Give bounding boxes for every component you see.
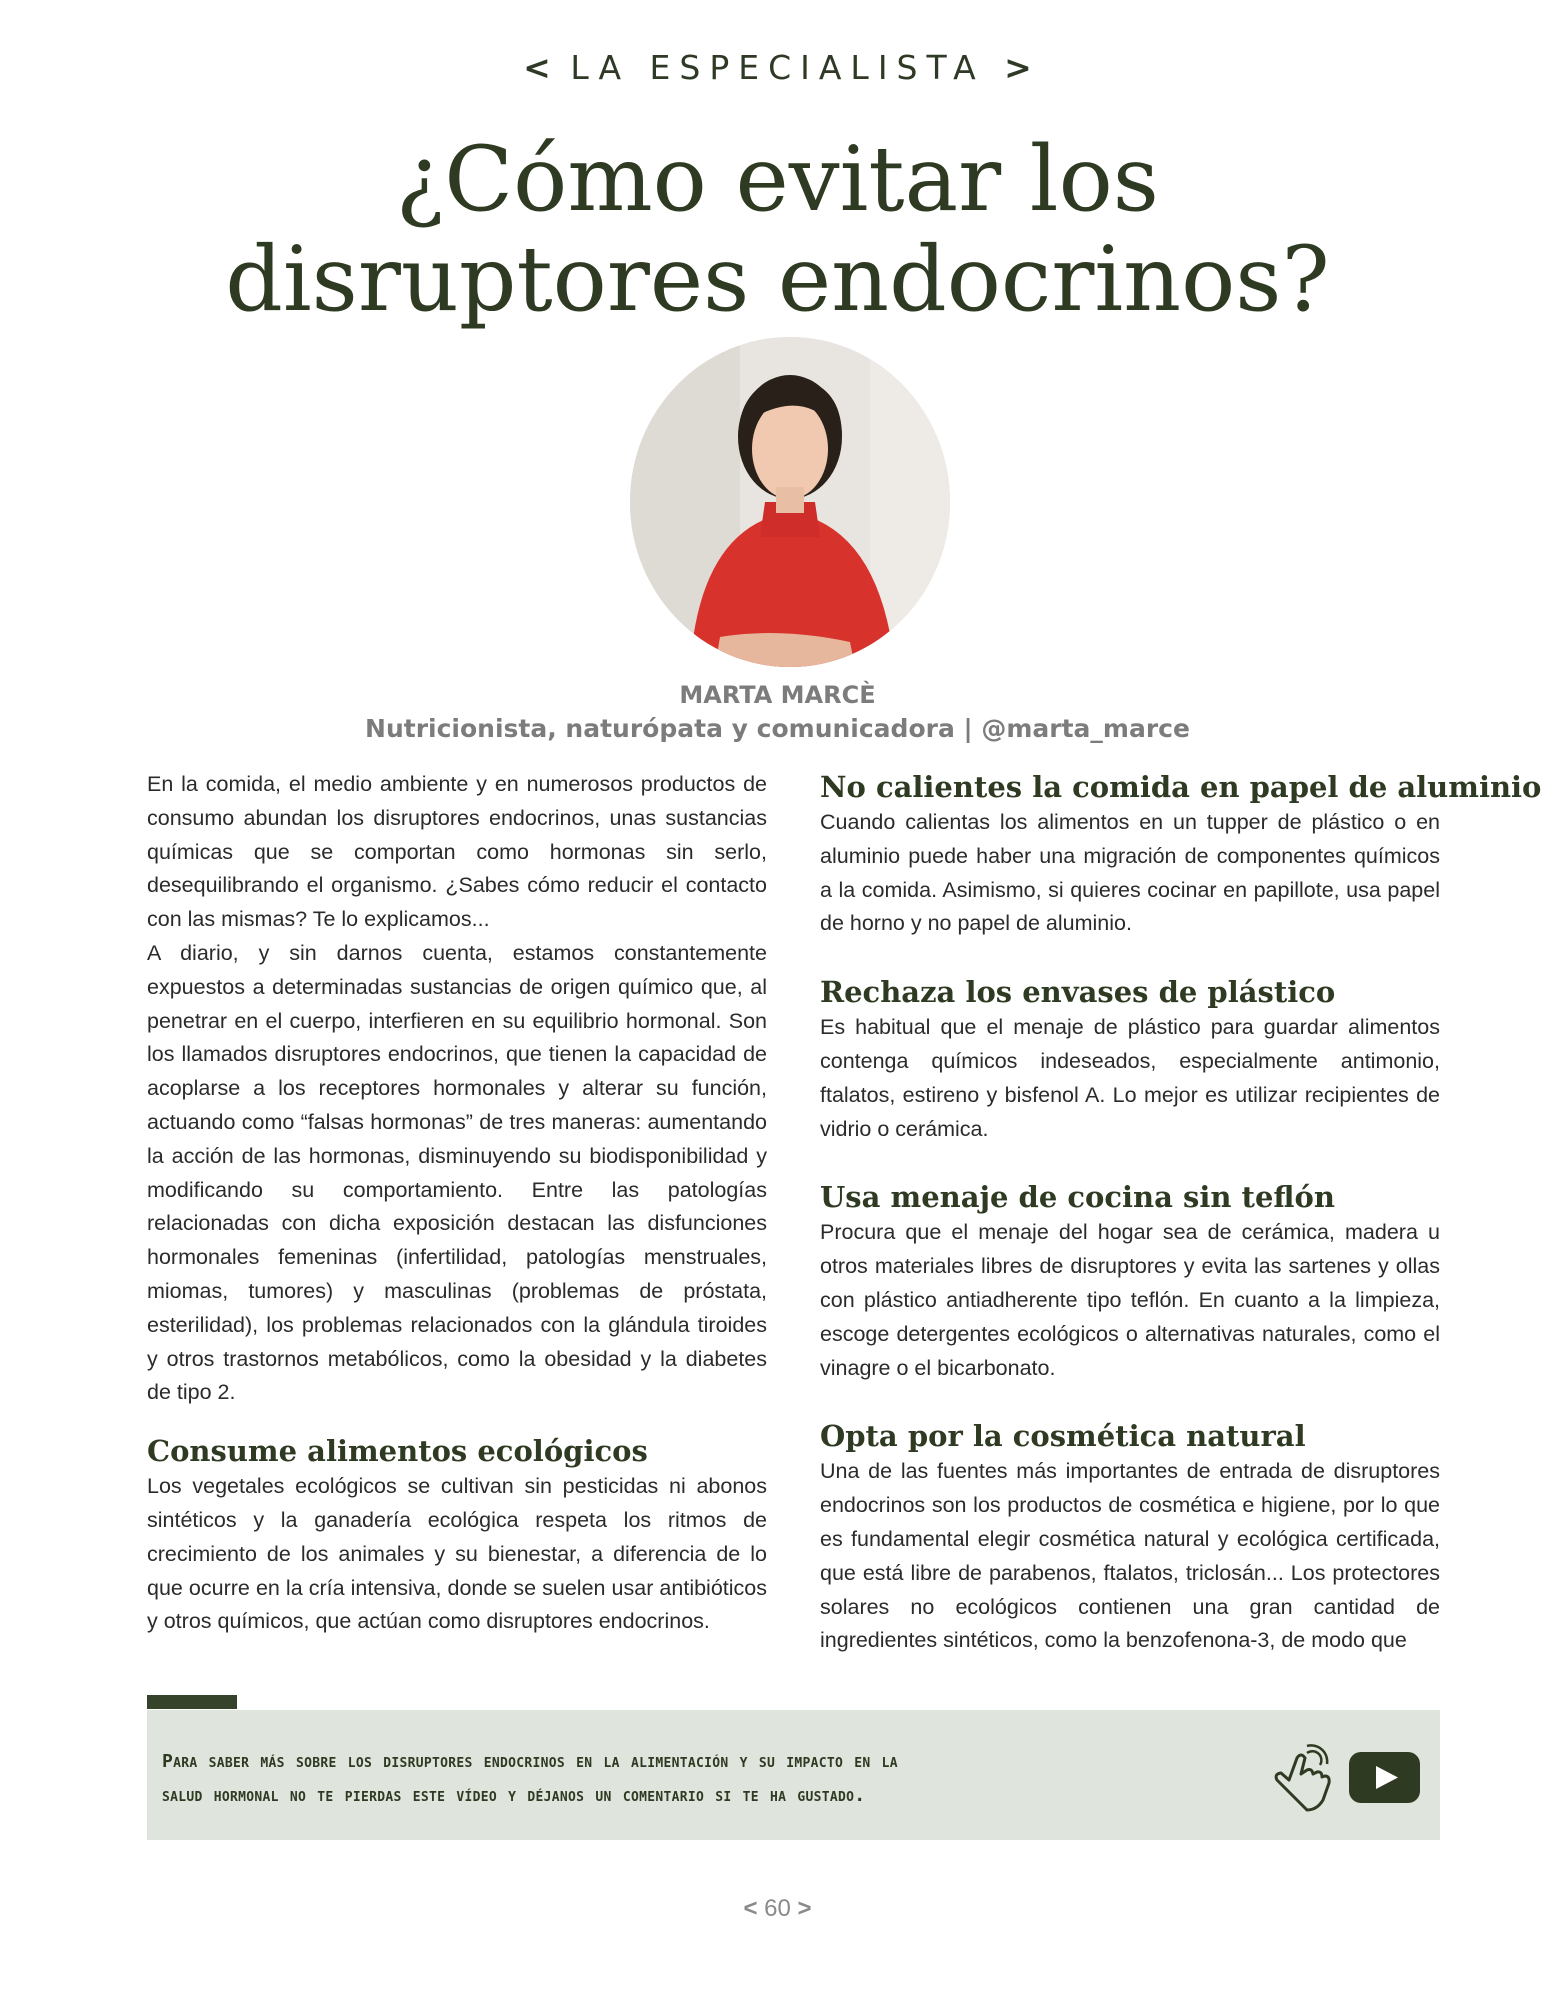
author-portrait <box>630 337 950 667</box>
callout-text <box>162 1745 1122 1813</box>
section-label-text: LA ESPECIALISTA <box>570 48 985 87</box>
author-name: MARTA MARCÈ <box>679 681 876 709</box>
section-heading: Consume alimentos ecológicos <box>147 1434 648 1469</box>
section-body: Procura que el menaje del hogar sea de cerámica, madera u otros materiales libres de disruptores y evita las sartenes y ollas con plástico antiadherente tipo teflón. En cuanto a la limpieza, escoge detergentes ecológicos o alternativas naturales, como el vinagre o el bicarbonato. <box>820 1220 1440 1380</box>
left-column <box>147 768 767 1639</box>
chevron-right-icon: > <box>797 1895 812 1922</box>
author-photo <box>630 337 950 667</box>
callout-line: salud hormonal no te pierdas este vídeo y déjanos un comentario si te ha gustado. <box>162 1785 866 1806</box>
section-body: Cuando calientas los alimentos en un tupper de plástico o en aluminio puede haber una migración de componentes químicos a la comida. Asimismo, si quieres cocinar en papillote, usa papel de horno y no papel de aluminio. <box>820 810 1440 936</box>
article-title: ¿Cómo evitar los disruptores endocrinos? <box>225 127 1330 332</box>
chevron-left-icon: < <box>743 1895 758 1922</box>
chevron-left-icon: < <box>523 48 551 87</box>
video-callout[interactable] <box>147 1710 1440 1840</box>
section-heading: Rechaza los envases de plástico <box>820 975 1336 1010</box>
right-column <box>820 768 1542 1658</box>
youtube-play-icon[interactable] <box>1347 1750 1422 1805</box>
author-role: Nutricionista, naturópata y comunicadora | @marta_marce <box>365 714 1190 743</box>
intro-paragraph: En la comida, el medio ambiente y en numerosos productos de consumo abundan los disruptores endocrinos, unas sustancias químicas que se comportan como hormonas sin serlo, desequilibrando el organismo. ¿Sabes cómo reducir el contacto con las mismas? Te lo explicamos... <box>147 772 767 932</box>
page-number <box>0 1895 1555 1923</box>
section-body: Una de las fuentes más importantes de entrada de disruptores endocrinos son los productos de cosmética e higiene, por lo que es fundamental elegir cosmética natural y ecológica certificada, que está libre de parabenos, ftalatos, triclosán... Los protectores solares no ecológicos contienen una gran cantidad de ingredientes sintéticos, como la benzofenona-3, de modo que <box>820 1459 1440 1653</box>
section-heading: Opta por la cosmética natural <box>820 1419 1306 1454</box>
body-paragraph: A diario, y sin darnos cuenta, estamos constantemente expuestos a determinadas sustancias de origen químico que, al penetrar en el cuerpo, interfieren en su equilibrio hormonal. Son los llamados disruptores endocrinos, que tienen la capacidad de acoplarse a los receptores hormonales y alterar su función, actuando como “falsas hormonas” de tres maneras: aumentando la acción de las hormonas, disminuyendo su biodisponibilidad y modificando su comportamiento. Entre las patologías relacionadas con dicha exposición destacan las disfunciones hormonales femeninas (infertilidad, patologías menstruales, miomas, tumores) y masculinas (problemas de próstata, esterilidad), los problemas relacionados con la glándula tiroides y otros trastornos metabólicos, como la obesidad y la diabetes de tipo 2. <box>147 940 767 1405</box>
section-body: Es habitual que el menaje de plástico para guardar alimentos contenga químicos indeseados, especialmente antimonio, ftalatos, estireno y bisfenol A. Lo mejor es utilizar recipientes de vidrio o cerámica. <box>820 1015 1440 1141</box>
section-heading: Usa menaje de cocina sin teflón <box>820 1180 1335 1215</box>
author-byline <box>300 678 1255 746</box>
section-heading: No calientes la comida en papel de aluminio <box>820 770 1542 804</box>
chevron-right-icon: > <box>1004 48 1032 87</box>
accent-bar <box>147 1695 237 1709</box>
section-label <box>0 48 1555 87</box>
page-number-value: 60 <box>764 1895 791 1922</box>
tap-hand-icon[interactable] <box>1267 1738 1337 1816</box>
callout-line: Para saber más sobre los disruptores endocrinos en la alimentación y su impacto en la <box>162 1751 898 1772</box>
section-body: Los vegetales ecológicos se cultivan sin pesticidas ni abonos sintéticos y la ganadería ecológica respeta los ritmos de crecimiento de los animales y su bienestar, a diferencia de lo que ocurre en la cría intensiva, donde se suelen usar antibióticos y otros químicos, que actúan como disruptores endocrinos. <box>147 1474 767 1634</box>
